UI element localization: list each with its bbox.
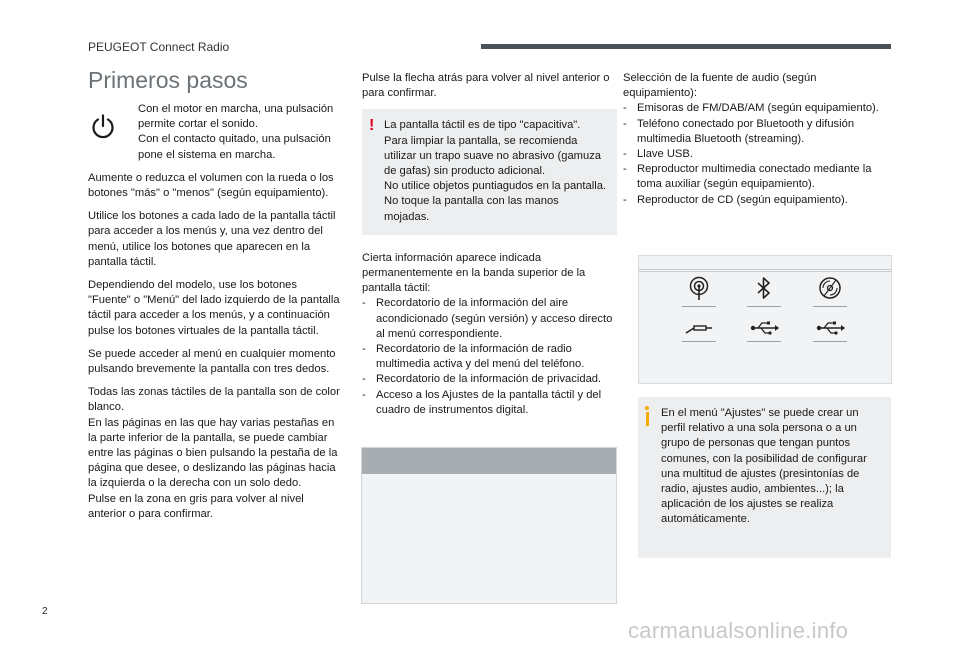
list-item: - Recordatorio de la información de radio multimedia activa y del menú del teléfono. [362, 342, 617, 372]
paragraph-three-fingers: Se puede acceder al menú en cualquier momento pulsando brevemente la pantalla con tres dedos. [88, 347, 336, 376]
column-1 [88, 66, 340, 530]
power-instruction [88, 102, 340, 163]
list-item: - Reproductor multimedia conectado mediante la toma auxiliar (según equipamiento). [623, 162, 891, 192]
usb-icon [747, 319, 781, 365]
usb-icon [813, 319, 847, 365]
header-bar [481, 44, 891, 49]
power-text: Con el motor en marcha, una pulsación permite cortar el sonido. Con el contacto quitado, una pulsación pone el sistema en marcha. [138, 103, 334, 161]
list-item: - Acceso a los Ajustes de la pantalla táctil y del cuadro de instrumentos digital. [362, 388, 617, 418]
top-band-list [362, 296, 617, 418]
paragraph-buttons: Utilice los botones a cada lado de la pantalla táctil para acceder a los menús y, una vez dentro del menú, utilice los botones que aparecen en la pantalla táctil. [88, 210, 336, 268]
list-item: - Teléfono conectado por Bluetooth y difusión multimedia Bluetooth (streaming). [623, 117, 891, 147]
info-text: En el menú "Ajustes" se puede crear un perfil relativo a una sola persona o a un grupo de personas que tengan puntos comunes, con la posibilidad de configurar una multitud de ajustes (presintonías de radio, ajustes audio, ambientes...); la aplicación de los ajustes se realiza automáticamente. [661, 407, 867, 526]
page-number: 2 [42, 606, 48, 617]
list-item: - Recordatorio de la información del aire acondicionado (según versión) y acceso directo al menú correspondiente. [362, 296, 617, 342]
screen-illustration-sources [638, 255, 892, 384]
column-2 [362, 71, 617, 418]
warning-text: La pantalla táctil es de tipo "capacitiva". Para limpiar la pantalla, se recomienda utilizar un trapo suave no abrasivo (gamuza de gafas) sin producto adicional. No utilice objetos puntiagudos en la pantalla. No toque la pantalla con las manos mojadas. [384, 119, 607, 223]
paragraph-audio-source: Selección de la fuente de audio (según equipamiento): [623, 72, 817, 100]
audio-source-list [623, 101, 891, 207]
power-icon [88, 102, 138, 147]
screen-divider [639, 271, 891, 272]
list-item: - Reproductor de CD (según equipamiento). [623, 193, 891, 208]
warning-icon: ! [369, 117, 375, 135]
column-3 [623, 71, 891, 208]
radio-icon [682, 276, 716, 322]
screen-illustration-home [361, 447, 617, 604]
watermark: carmanualsonline.info [628, 618, 849, 643]
aux-jack-icon [682, 319, 716, 365]
screen-top-band [362, 448, 616, 474]
cd-icon [813, 276, 847, 322]
screen-divider [639, 269, 891, 270]
list-item: - Emisoras de FM/DAB/AM (según equipamiento). [623, 101, 891, 116]
list-item: - Recordatorio de la información de privacidad. [362, 372, 617, 387]
paragraph-source-menu: Dependiendo del modelo, use los botones "Fuente" o "Menú" del lado izquierdo de la pantalla táctil para acceder a los menús, y a continuación pulse los botones virtuales de la pantalla táctil. [88, 279, 340, 337]
running-header: PEUGEOT Connect Radio [88, 40, 230, 54]
warning-box [362, 109, 617, 234]
info-icon [645, 406, 649, 426]
paragraph-back-arrow: Pulse la flecha atrás para volver al nivel anterior o para confirmar. [362, 72, 610, 100]
paragraph-volume: Aumente o reduzca el volumen con la rueda o los botones "más" o "menos" (según equipamiento). [88, 171, 334, 200]
paragraph-touch-zones: Todas las zonas táctiles de la pantalla son de color blanco. En las páginas en las que hay varias pestañas en la parte inferior de la pantalla, se puede cambiar entre las páginas o bien pulsando la pestaña de la página que desee, o deslizando las páginas hacia la izquierda o la derecha con un solo dedo. Pulse en la zona en gris para volver al nivel anterior o para confirmar. [88, 386, 340, 520]
list-item: - Llave USB. [623, 147, 891, 162]
bluetooth-icon [747, 276, 781, 322]
paragraph-top-band: Cierta información aparece indicada permanentemente en la banda superior de la pantalla táctil: [362, 251, 586, 295]
page-title: Primeros pasos [88, 67, 248, 93]
info-box [638, 397, 891, 558]
